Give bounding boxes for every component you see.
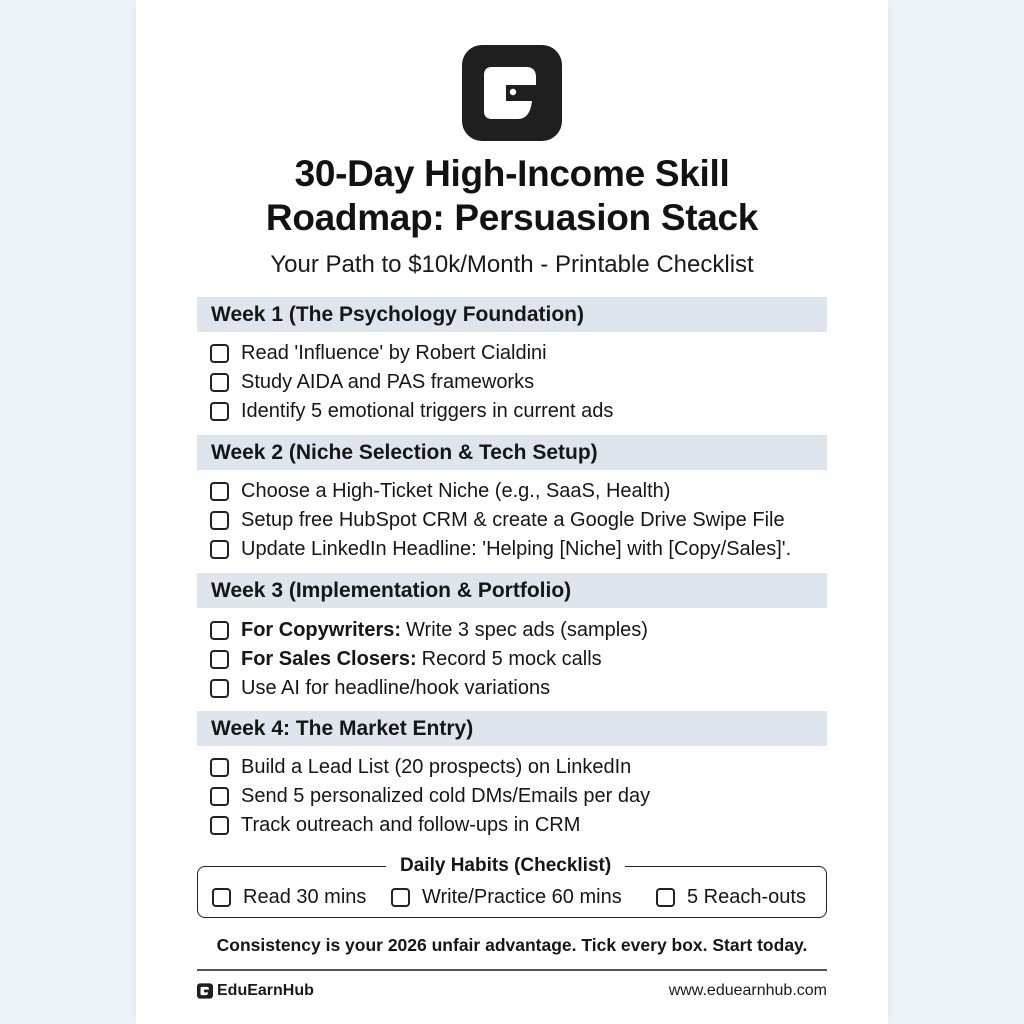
habit-label: Read 30 mins [243,885,367,908]
item-role-label: For Copywriters: [241,618,402,641]
habit-write-practice[interactable] [391,883,622,911]
week-4-item-2[interactable] [210,782,650,810]
item-label: Study AIDA and PAS frameworks [241,370,535,393]
week-4-heading: Week 4: The Market Entry) [197,711,827,746]
checkbox-icon[interactable] [391,888,410,907]
week-1-item-2[interactable] [210,368,534,396]
footer-brand [197,982,314,1000]
checkbox-icon[interactable] [210,344,229,363]
week-1-item-1[interactable] [210,339,547,367]
week-3-heading: Week 3 (Implementation & Portfolio) [197,573,827,608]
week-2-heading: Week 2 (Niche Selection & Tech Setup) [197,435,827,470]
habit-read[interactable] [212,883,366,911]
habit-label: Write/Practice 60 mins [422,885,622,908]
week-1-item-3[interactable] [210,397,613,425]
title-line-2: Roadmap: Persuasion Stack [265,197,759,238]
brand-logo-icon [462,45,562,141]
website-url: www.eduearnhub.com [668,982,827,999]
checkbox-icon[interactable] [210,650,229,669]
title-line-1: 30-Day High-Income Skill [294,153,730,194]
checkbox-icon[interactable] [210,482,229,501]
brand-name: EduEarnHub [217,982,314,999]
week-3-item-1[interactable] [210,616,648,644]
item-label: Use AI for headline/hook variations [241,676,551,699]
checkbox-icon[interactable] [210,816,229,835]
item-label: Setup free HubSpot CRM & create a Google Drive Swipe File [241,508,785,531]
item-label: Build a Lead List (20 prospects) on LinkedIn [241,755,632,778]
checkbox-icon[interactable] [210,511,229,530]
item-role-label: For Sales Closers: [241,647,417,670]
checkbox-icon[interactable] [210,758,229,777]
daily-habits-title: Daily Habits (Checklist) [386,853,625,879]
item-label: Choose a High-Ticket Niche (e.g., SaaS, Health) [241,479,671,502]
week-3-item-3[interactable] [210,674,550,702]
checkbox-icon[interactable] [210,679,229,698]
week-4-item-3[interactable] [210,811,580,839]
checkbox-icon[interactable] [210,621,229,640]
week-4-item-1[interactable] [210,753,631,781]
item-label: Write 3 spec ads (samples) [406,618,648,641]
checkbox-icon[interactable] [210,787,229,806]
page-title [136,152,888,240]
checkbox-icon[interactable] [212,888,231,907]
week-2-item-1[interactable] [210,477,670,505]
week-1-heading: Week 1 (The Psychology Foundation) [197,297,827,332]
item-label: Record 5 mock calls [421,647,602,670]
page-subtitle: Your Path to $10k/Month - Printable Checklist [270,251,754,278]
checkbox-icon[interactable] [210,402,229,421]
checkbox-icon[interactable] [210,373,229,392]
checkbox-icon[interactable] [656,888,675,907]
tagline: Consistency is your 2026 unfair advantage. Tick every box. Start today. [216,935,808,955]
footer-divider [197,969,827,971]
habit-label: 5 Reach-outs [687,885,806,908]
item-label: Identify 5 emotional triggers in current ads [241,399,614,422]
week-3-item-2[interactable] [210,645,602,673]
item-label: Update LinkedIn Headline: 'Helping [Niche] with [Copy/Sales]'. [241,537,792,560]
checkbox-icon[interactable] [210,540,229,559]
brand-logo-icon [197,983,213,999]
habit-reach-outs[interactable] [656,883,806,911]
item-label: Read 'Influence' by Robert Cialdini [241,341,547,364]
week-2-item-3[interactable] [210,535,791,563]
item-label: Send 5 personalized cold DMs/Emails per day [241,784,651,807]
item-label: Track outreach and follow-ups in CRM [241,813,581,836]
week-2-item-2[interactable] [210,506,785,534]
